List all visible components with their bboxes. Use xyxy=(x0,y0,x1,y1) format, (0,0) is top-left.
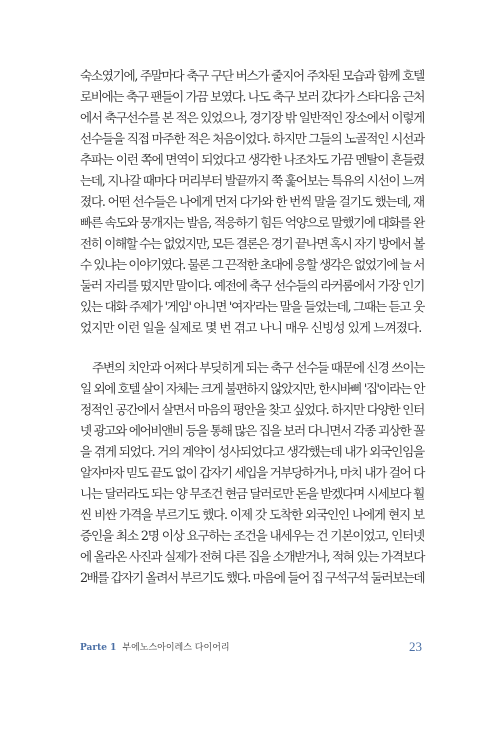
text-line: 일 외에 호텔 살이 자체는 크게 불편하지 않았지만, 한시바삐 '집'이라는 안 xyxy=(80,381,424,396)
text-line: 둘러 자리를 떴지만 말이다. 예전에 축구 선수들의 라커룸에서 가장 인기 xyxy=(80,278,424,293)
text-line: 선수들을 직접 마주한 적은 처음이었다. 하지만 그들의 노골적인 시선과 xyxy=(80,131,424,146)
text-line: 니는 달러라도 되는 양 무조건 현금 달러로만 돈을 받겠다며 시세보다 훨 xyxy=(80,486,424,501)
text-line: 에서 축구선수를 본 적은 있었으나, 경기장 밖 일반적인 장소에서 이렇게 xyxy=(80,110,424,125)
text-line: 수 있냐는 이야기였다. 물론 그 끈적한 초대에 응할 생각은 없었기에 늘 서 xyxy=(80,257,424,272)
text-line: 주변의 치안과 어쩌다 부딪히게 되는 축구 선수들 때문에 신경 쓰이는 xyxy=(92,360,425,375)
text-line: 넷 광고와 에어비앤비 등을 통해 많은 집을 보러 다니면서 각종 괴상한 꼴 xyxy=(80,423,424,438)
text-line: 로비에는 축구 팬들이 가끔 보였다. 나도 축구 보러 갔다가 스타디움 근처 xyxy=(80,89,424,104)
text-line: 알자마자 믿도 끝도 없이 갑자기 세입을 거부당하거나, 마치 내가 걸어 다 xyxy=(80,465,424,480)
text-line: 졌다. 어떤 선수들은 나에게 먼저 다가와 한 번씩 말을 걸기도 했는데, 재 xyxy=(80,194,424,209)
text-line: 에 올라온 사진과 실제가 전혀 다른 집을 소개받거나, 적혀 있는 가격보다 xyxy=(80,549,424,564)
text-line: 씬 비싼 가격을 부르기도 했다. 이제 갓 도착한 외국인인 나에게 현지 보 xyxy=(80,507,424,522)
page-number: 23 xyxy=(409,639,422,654)
text-line: 빠른 속도와 뭉개지는 발음, 적응하기 힘든 억양으로 말했기에 대화를 완 xyxy=(80,215,424,230)
running-footer xyxy=(80,642,230,654)
text-line: 있는 대화 주제가 '게임' 아니면 '여자'라는 말을 들었는데, 그때는 듣고 웃 xyxy=(80,299,424,314)
text-line: 추파는 이런 쪽에 면역이 되었다고 생각한 나조차도 가끔 멘탈이 흔들렸 xyxy=(80,152,424,167)
text-line: 증인을 최소 2명 이상 요구하는 조건을 내세우는 건 기본이었고, 인터넷 xyxy=(80,528,424,543)
text-line: 는데, 지나갈 때마다 머리부터 발끝까지 쭉 훑어보는 특유의 시선이 느껴 xyxy=(80,173,424,188)
text-line: 정적인 공간에서 살면서 마음의 평안을 찾고 싶었다. 하지만 다양한 인터 xyxy=(80,402,424,417)
part-label: Parte 1 xyxy=(80,643,117,653)
text-line: 을 겪게 되었다. 거의 계약이 성사되었다고 생각했는데 내가 외국인임을 xyxy=(80,444,424,459)
text-line: 숙소였기에, 주말마다 축구 구단 버스가 줄지어 주차된 모습과 함께 호텔 xyxy=(80,68,424,83)
text-line: 전히 이해할 수는 없었지만, 모든 결론은 경기 끝나면 혹시 자기 방에서 볼 xyxy=(80,236,424,251)
book-title: 부에노스아이레스 다이어리 xyxy=(122,643,230,653)
text-line: 2배를 갑자기 올려서 부르기도 했다. 마음에 들어 집 구석구석 둘러보는데 xyxy=(80,570,424,585)
text-line: 었지만 이런 일을 실제로 몇 번 겪고 나니 매우 신빙성 있게 느껴졌다. xyxy=(80,320,422,335)
